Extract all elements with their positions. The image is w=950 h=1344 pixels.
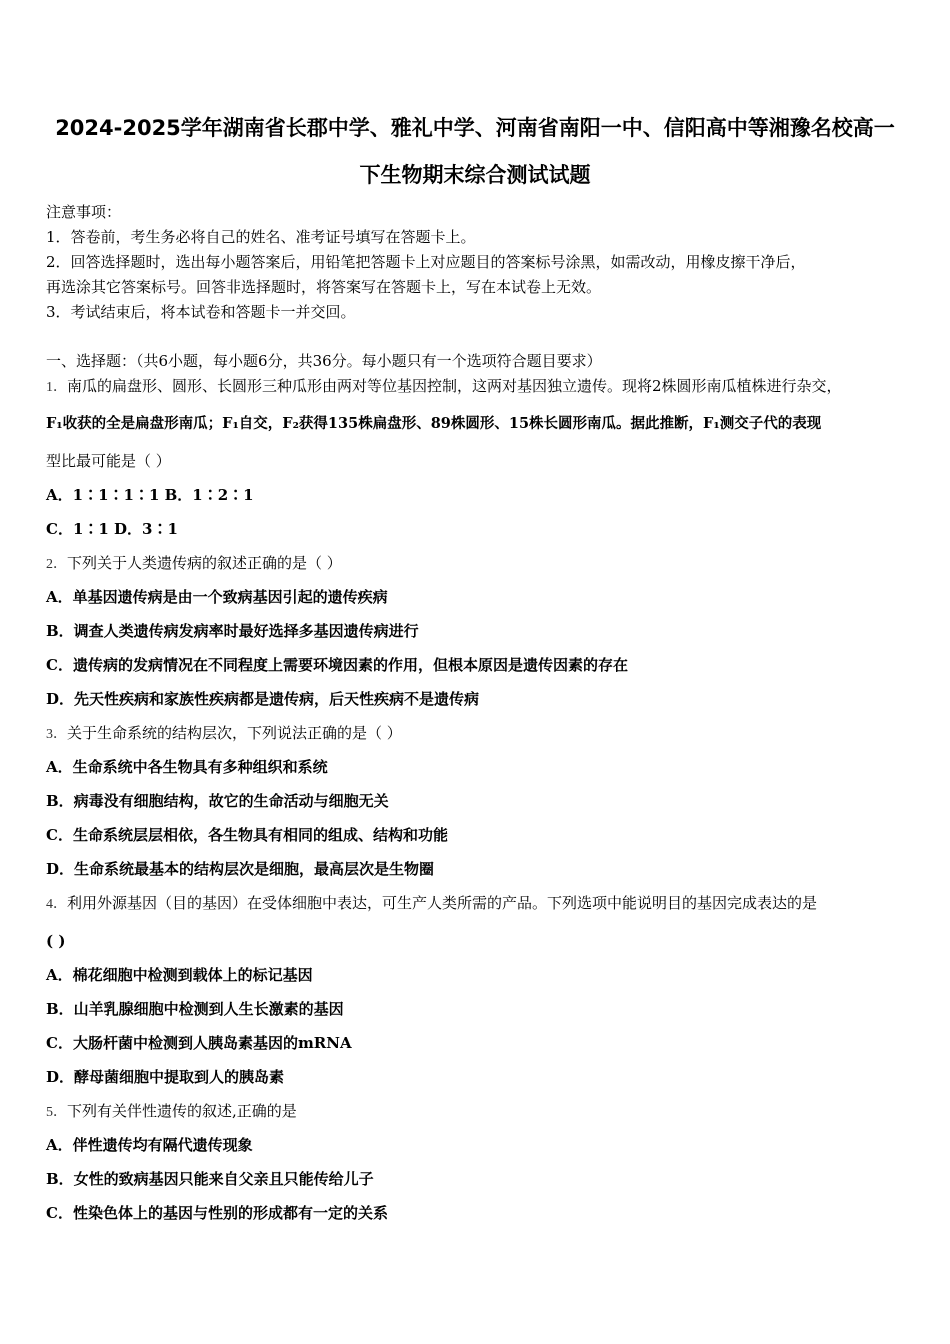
- question-4-option-d: D．酵母菌细胞中提取到人的胰岛素: [46, 1068, 285, 1086]
- exam-title-line-2: 下生物期末综合测试试题: [359, 163, 591, 187]
- question-2-option-d: D．先天性疾病和家族性疾病都是遗传病，后天性疾病不是遗传病: [46, 690, 480, 708]
- question-4-stem: [46, 893, 817, 915]
- question-2-option-c: C．遗传病的发病情况在不同程度上需要环境因素的作用，但根本原因是遗传因素的存在: [46, 656, 628, 674]
- question-5-option-b: B．女性的致病基因只能来自父亲且只能传给儿子: [46, 1170, 374, 1188]
- question-1-stem-line-3: 型比最可能是（ ）: [46, 452, 171, 470]
- question-3-option-d: D．生命系统最基本的结构层次是细胞，最高层次是生物圈: [46, 860, 435, 878]
- notice-item-3: 3．考试结束后，将本试卷和答题卡一并交回。: [46, 303, 356, 321]
- question-number: 5．: [46, 1105, 67, 1120]
- question-3-option-c: C．生命系统层层相依，各生物具有相同的组成、结构和功能: [46, 826, 448, 844]
- notice-item-2a: 2．回答选择题时，选出每小题答案后，用铅笔把答题卡上对应题目的答案标号涂黑，如需改动，用橡皮擦干净后，: [46, 253, 806, 271]
- question-4-option-b: B．山羊乳腺细胞中检测到人生长激素的基因: [46, 1000, 344, 1018]
- question-3-option-a: A．生命系统中各生物具有多种组织和系统: [46, 758, 328, 776]
- question-5-stem: [46, 1101, 297, 1123]
- question-text: 下列关于人类遗传病的叙述正确的是（ ）: [67, 554, 342, 572]
- question-1-options-ab: A．1∶1∶1∶1 B．1∶2∶1: [46, 486, 254, 504]
- question-4-stem-line-2: ( ): [46, 932, 66, 950]
- question-text: 下列有关伴性遗传的叙述,正确的是: [67, 1102, 297, 1120]
- question-2-option-b: B．调查人类遗传病发病率时最好选择多基因遗传病进行: [46, 622, 419, 640]
- notice-item-2b: 再选涂其它答案标号。回答非选择题时，将答案写在答题卡上，写在本试卷上无效。: [46, 278, 602, 296]
- question-1-options-cd: C．1∶1 D．3∶1: [46, 520, 178, 538]
- question-3-stem: [46, 723, 402, 745]
- question-5-option-a: A．伴性遗传均有隔代遗传现象: [46, 1136, 253, 1154]
- exam-title-line-1: 2024-2025学年湖南省长郡中学、雅礼中学、河南省南阳一中、信阳高中等湘豫名校高一: [55, 116, 895, 140]
- question-number: 1．: [46, 380, 67, 395]
- question-4-option-a: A．棉花细胞中检测到载体上的标记基因: [46, 966, 313, 984]
- question-1-stem: [46, 376, 842, 398]
- question-1-stem-line-2: F₁收获的全是扁盘形南瓜；F₁自交，F₂获得135株扁盘形、89株圆形、15株长圆形南瓜。据此推断，F₁测交子代的表现: [46, 415, 822, 432]
- question-text: 关于生命系统的结构层次，下列说法正确的是（ ）: [67, 724, 402, 742]
- notice-item-1: 1．答卷前，考生务必将自己的姓名、准考证号填写在答题卡上。: [46, 228, 476, 246]
- question-number: 4．: [46, 897, 67, 912]
- question-text: 南瓜的扁盘形、圆形、长圆形三种瓜形由两对等位基因控制，这两对基因独立遗传。现将2株圆形南瓜植株进行杂交，: [67, 377, 842, 395]
- question-5-option-c: C．性染色体上的基因与性别的形成都有一定的关系: [46, 1204, 388, 1222]
- question-2-stem: [46, 553, 342, 575]
- question-number: 3．: [46, 727, 67, 742]
- notice-heading: 注意事项：: [46, 203, 122, 221]
- section-heading: 一、选择题：（共6小题，每小题6分，共36分。每小题只有一个选项符合题目要求）: [46, 352, 602, 370]
- question-2-option-a: A．单基因遗传病是由一个致病基因引起的遗传疾病: [46, 588, 388, 606]
- question-3-option-b: B．病毒没有细胞结构，故它的生命活动与细胞无关: [46, 792, 389, 810]
- question-number: 2．: [46, 557, 67, 572]
- question-text: 利用外源基因（目的基因）在受体细胞中表达，可生产人类所需的产品。下列选项中能说明目的基因完成表达的是: [67, 894, 818, 912]
- question-4-option-c: C．大肠杆菌中检测到人胰岛素基因的mRNA: [46, 1034, 352, 1052]
